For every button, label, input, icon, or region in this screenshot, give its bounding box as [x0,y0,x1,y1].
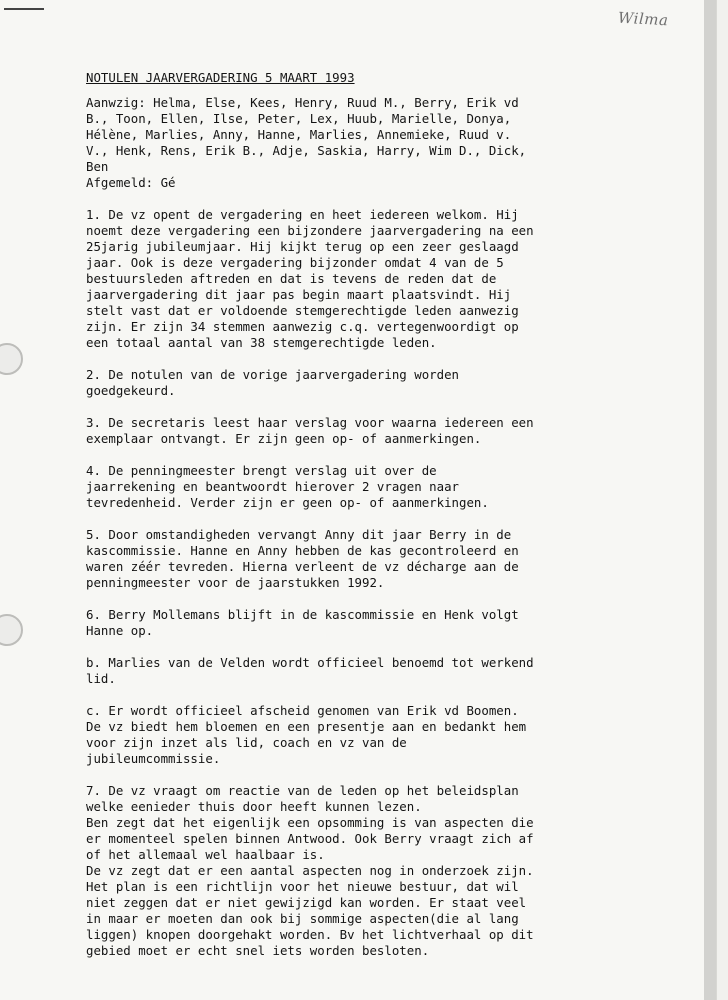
minutes-line: jaarvergadering dit jaar pas begin maart plaatsvindt. Hij [86,287,512,302]
minutes-line: noemt deze vergadering een bijzondere jaarvergadering na een [86,223,534,238]
document-body [86,70,616,975]
minutes-line: b. Marlies van de Velden wordt officieel benoemd tot werkend [86,655,534,670]
minutes-line: een totaal aantal van 38 stemgerechtigde leden. [86,335,437,350]
minutes-line: 3. De secretaris leest haar verslag voor waarna iedereen een [86,415,534,430]
minutes-line: jaarrekening en beantwoordt hierover 2 vragen naar [86,479,459,494]
minutes-line: penningmeester voor de jaarstukken 1992. [86,575,385,590]
minutes-line: De vz zegt dat er een aantal aspecten nog in onderzoek zijn. [86,863,534,878]
minutes-line: tevredenheid. Verder zijn er geen op- of aanmerkingen. [86,495,489,510]
minutes-line: c. Er wordt officieel afscheid genomen van Erik vd Boomen. [86,703,519,718]
minutes-line: waren zéér tevreden. Hierna verleent de vz décharge aan de [86,559,519,574]
minutes-line: De vz biedt hem bloemen en een presentje aan en bedankt hem [86,719,527,734]
minutes-item [86,703,616,767]
minutes-line: jaar. Ook is deze vergadering bijzonder omdat 4 van de 5 [86,255,504,270]
minutes-line: bestuursleden aftreden en dat is tevens de reden dat de [86,271,497,286]
minutes-line: liggen) knopen doorgehakt worden. Bv het lichtverhaal op dit [86,927,534,942]
minutes-line: kascommissie. Hanne en Anny hebben de kas gecontroleerd en [86,543,519,558]
minutes-line: zijn. Er zijn 34 stemmen aanwezig c.q. vertegenwoordigt op [86,319,519,334]
document-title: NOTULEN JAARVERGADERING 5 MAART 1993 [86,70,355,85]
minutes-line: 5. Door omstandigheden vervangt Anny dit jaar Berry in de [86,527,512,542]
minutes-line: in maar er moeten dan ook bij sommige aspecten(die al lang [86,911,519,926]
corner-mark [4,8,44,10]
attendees-line: Hélène, Marlies, Anny, Hanne, Marlies, Annemieke, Ruud v. [86,127,512,142]
minutes-line: lid. [86,671,116,686]
minutes-item [86,783,616,959]
minutes-item [86,367,616,399]
attendees-line: Aanwzig: Helma, Else, Kees, Henry, Ruud M., Berry, Erik vd [86,95,519,110]
minutes-line: exemplaar ontvangt. Er zijn geen op- of aanmerkingen. [86,431,482,446]
minutes-item [86,655,616,687]
attendees-block [86,95,616,175]
minutes-item [86,527,616,591]
minutes-line: stelt vast dat er voldoende stemgerechtigde leden aanwezig [86,303,519,318]
page-edge [704,0,716,1000]
minutes-line: goedgekeurd. [86,383,176,398]
minutes-line: of het allemaal wel haalbaar is. [86,847,325,862]
minutes-line: Het plan is een richtlijn voor het nieuwe bestuur, dat wil [86,879,519,894]
minutes-line: niet zeggen dat er niet gewijzigd kan worden. Er staat veel [86,895,527,910]
minutes-line: 4. De penningmeester brengt verslag uit over de [86,463,437,478]
minutes-line: voor zijn inzet als lid, coach en vz van de [86,735,407,750]
minutes-line: Ben zegt dat het eigenlijk een opsomming is van aspecten die [86,815,534,830]
minutes-line: 6. Berry Mollemans blijft in de kascommissie en Henk volgt [86,607,519,622]
minutes-item [86,207,616,351]
minutes-line: Hanne op. [86,623,154,638]
minutes-line: 7. De vz vraagt om reactie van de leden op het beleidsplan [86,783,519,798]
minutes-item [86,607,616,639]
attendees-line: V., Henk, Rens, Erik B., Adje, Saskia, Harry, Wim D., Dick, [86,143,527,158]
minutes-line: 1. De vz opent de vergadering en heet iedereen welkom. Hij [86,207,519,222]
punch-hole-icon [0,343,23,375]
attendees-line: Ben [86,159,109,174]
minutes-line: 2. De notulen van de vorige jaarvergadering worden [86,367,459,382]
minutes-item [86,463,616,511]
absent-line: Afgemeld: Gé [86,175,176,190]
attendees-line: B., Toon, Ellen, Ilse, Peter, Lex, Huub, Marielle, Donya, [86,111,512,126]
minutes-line: jubileumcommissie. [86,751,221,766]
minutes-line: 25jarig jubileumjaar. Hij kijkt terug op een zeer geslaagd [86,239,519,254]
minutes-items [86,207,616,959]
minutes-line: welke eenieder thuis door heeft kunnen lezen. [86,799,422,814]
handwritten-name: Wilma [617,8,669,30]
minutes-item [86,415,616,447]
minutes-line: er momenteel spelen binnen Antwood. Ook Berry vraagt zich af [86,831,534,846]
punch-hole-icon [0,614,23,646]
minutes-line: gebied moet er echt snel iets worden besloten. [86,943,430,958]
